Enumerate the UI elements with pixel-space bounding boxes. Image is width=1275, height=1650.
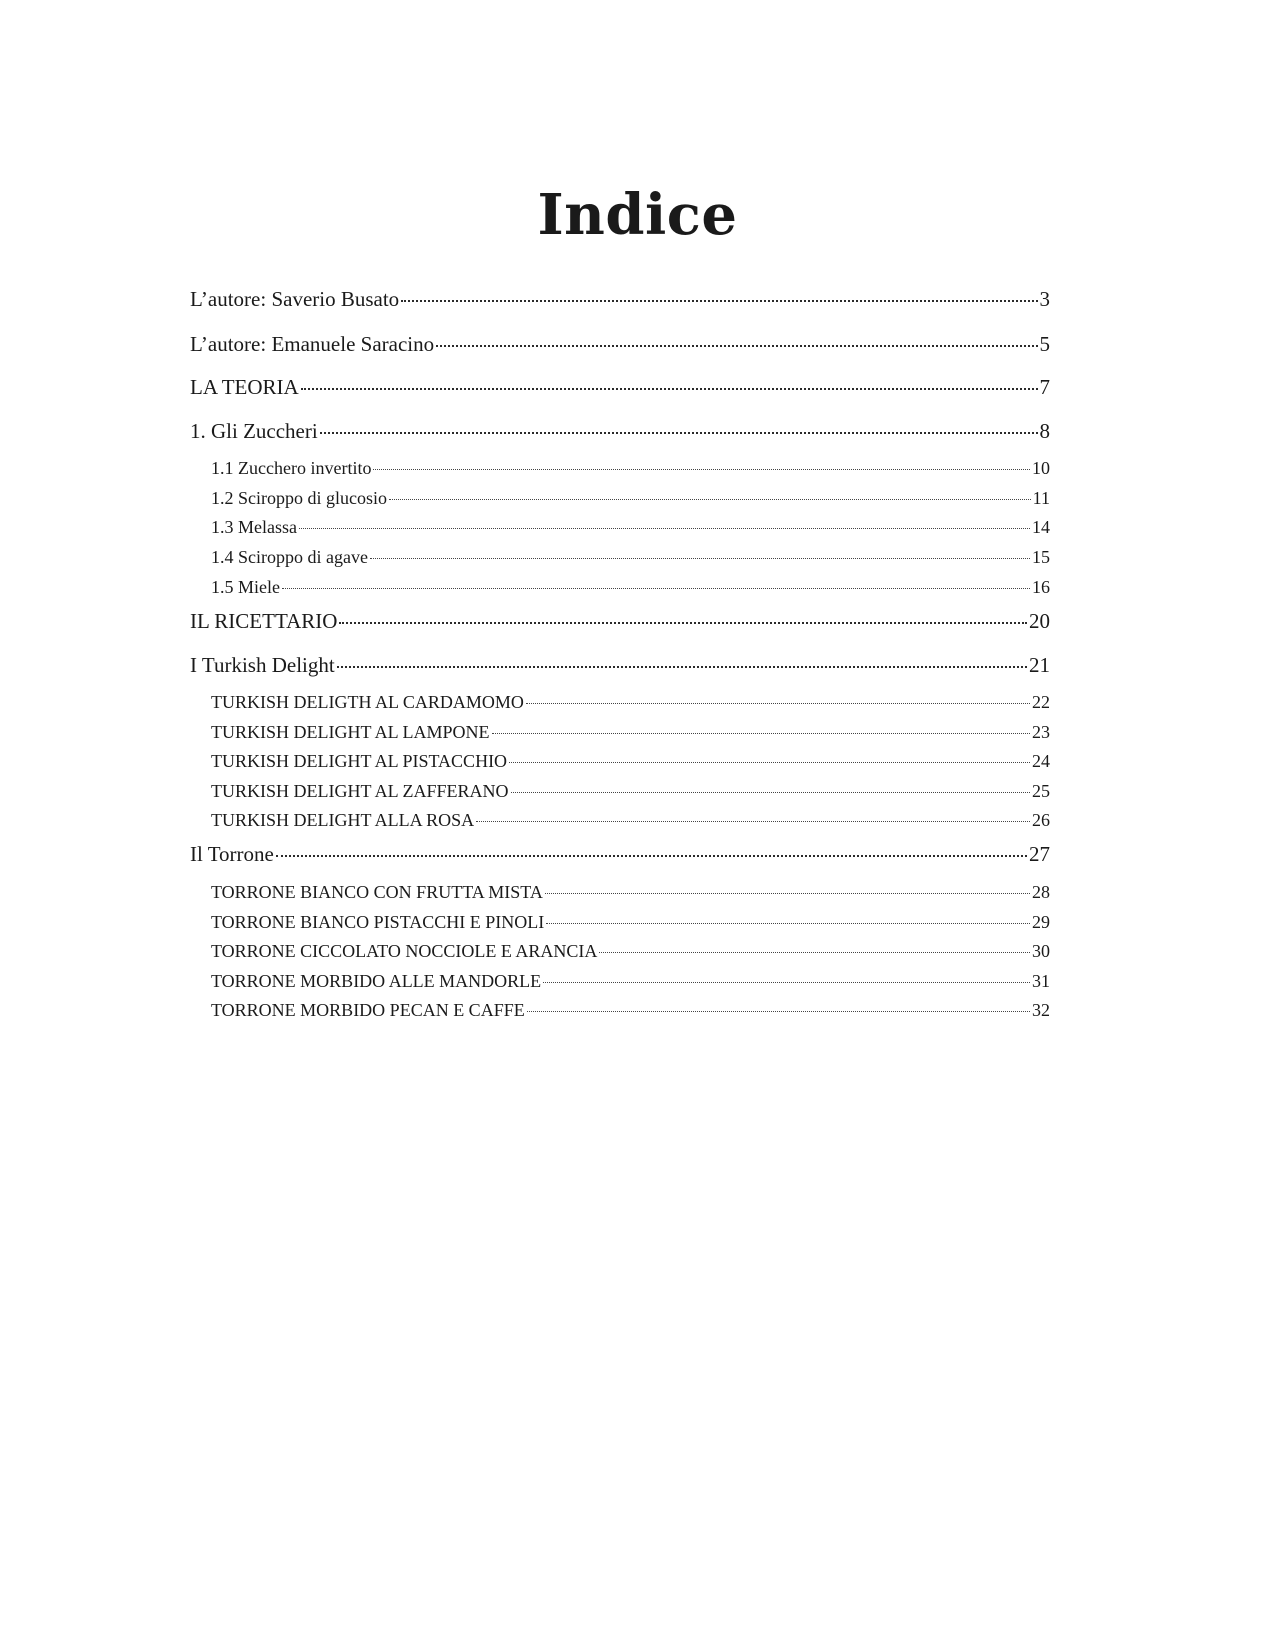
toc-entry-label: TURKISH DELIGTH AL CARDAMOMO (211, 692, 524, 712)
toc-entry[interactable] (190, 287, 1050, 312)
dot-leader (299, 528, 1030, 529)
toc-entry-label: TURKISH DELIGHT AL ZAFFERANO (211, 781, 509, 801)
toc-subentry[interactable] (211, 547, 1050, 568)
toc-entry-label: I Turkish Delight (190, 653, 335, 677)
toc-entry-page: 14 (1032, 517, 1050, 537)
toc-entry-label: 1. Gli Zuccheri (190, 419, 318, 443)
toc-entry-label: L’autore: Emanuele Saracino (190, 332, 435, 356)
dot-leader (276, 855, 1027, 857)
toc-entry-page: 11 (1032, 488, 1050, 508)
dot-leader (339, 622, 1027, 624)
toc-subentry[interactable] (211, 517, 1050, 538)
dot-leader (320, 432, 1038, 434)
toc-entry[interactable] (190, 842, 1050, 867)
toc-entry-page: 15 (1032, 547, 1050, 567)
toc-subentry[interactable] (211, 941, 1050, 962)
toc-entry-page: 22 (1032, 692, 1050, 712)
dot-leader (389, 499, 1031, 500)
toc-entry-page: 23 (1032, 722, 1050, 742)
toc-entry-label: TORRONE MORBIDO ALLE MANDORLE (211, 971, 542, 991)
toc-subentry[interactable] (211, 722, 1050, 743)
toc-entry-label: IL RICETTARIO (190, 609, 338, 633)
dot-leader (546, 923, 1030, 924)
toc-entry-label: TORRONE BIANCO CON FRUTTA MISTA (211, 882, 543, 902)
toc-subentry[interactable] (211, 458, 1050, 479)
toc-entry-label: 1.3 Melassa (211, 517, 297, 537)
toc-entry-label: TURKISH DELIGHT AL PISTACCHIO (211, 751, 508, 771)
toc-entry-label: TORRONE CICCOLATO NOCCIOLE E ARANCIA (211, 941, 598, 961)
toc-entry-page: 20 (1029, 609, 1050, 633)
toc-entry-label: TURKISH DELIGHT AL LAMPONE (211, 722, 490, 742)
dot-leader (526, 703, 1030, 704)
toc-subentry[interactable] (211, 1000, 1050, 1021)
dot-leader (509, 762, 1030, 763)
dot-leader (337, 666, 1027, 668)
toc-entry[interactable] (190, 375, 1050, 400)
toc-entry-page: 32 (1032, 1000, 1050, 1020)
toc-subentry[interactable] (211, 882, 1050, 903)
toc-subentry[interactable] (211, 810, 1050, 831)
toc-entry-page: 28 (1032, 882, 1050, 902)
dot-leader (527, 1011, 1030, 1012)
dot-leader (476, 821, 1030, 822)
toc-entry-label: Il Torrone (190, 842, 274, 866)
toc-entry-label: 1.4 Sciroppo di agave (211, 547, 368, 567)
dot-leader (401, 300, 1037, 302)
dot-leader (282, 588, 1030, 589)
page-title: Indice (537, 182, 738, 248)
dot-leader (599, 952, 1030, 953)
toc-entry-page: 8 (1039, 419, 1050, 443)
toc-entry-page: 26 (1032, 810, 1050, 830)
dot-leader (543, 982, 1030, 983)
toc-entry-page: 24 (1032, 751, 1050, 771)
toc-entry-page: 30 (1032, 941, 1050, 961)
toc-entry-label: TURKISH DELIGHT ALLA ROSA (211, 810, 475, 830)
toc-entry[interactable] (190, 332, 1050, 357)
toc-entry-page: 3 (1039, 287, 1050, 311)
toc-entry-page: 5 (1039, 332, 1050, 356)
dot-leader (492, 733, 1031, 734)
toc-entry-label: TORRONE MORBIDO PECAN E CAFFE (211, 1000, 525, 1020)
toc-entry-page: 21 (1029, 653, 1050, 677)
toc-entry[interactable] (190, 609, 1050, 634)
dot-leader (370, 558, 1030, 559)
dot-leader (436, 345, 1037, 347)
toc-entry-page: 16 (1032, 577, 1050, 597)
toc-entry-page: 29 (1032, 912, 1050, 932)
toc-entry[interactable] (190, 419, 1050, 444)
toc-entry-page: 27 (1029, 842, 1050, 866)
toc-entry-label: 1.5 Miele (211, 577, 280, 597)
toc-subentry[interactable] (211, 751, 1050, 772)
dot-leader (545, 893, 1030, 894)
toc-entry-page: 10 (1032, 458, 1050, 478)
toc-entry-label: TORRONE BIANCO PISTACCHI E PINOLI (211, 912, 545, 932)
dot-leader (511, 792, 1030, 793)
dot-leader (301, 388, 1038, 390)
dot-leader (373, 469, 1030, 470)
toc-subentry[interactable] (211, 488, 1050, 509)
toc-entry-label: 1.1 Zucchero invertito (211, 458, 372, 478)
toc-entry-label: L’autore: Saverio Busato (190, 287, 400, 311)
toc-subentry[interactable] (211, 577, 1050, 598)
toc-subentry[interactable] (211, 781, 1050, 802)
toc-subentry[interactable] (211, 912, 1050, 933)
toc-subentry[interactable] (211, 692, 1050, 713)
toc-entry-page: 7 (1039, 375, 1050, 399)
toc-entry-page: 25 (1032, 781, 1050, 801)
toc-entry-label: 1.2 Sciroppo di glucosio (211, 488, 387, 508)
toc-entry-page: 31 (1032, 971, 1050, 991)
toc-entry-label: LA TEORIA (190, 375, 299, 399)
toc-entry[interactable] (190, 653, 1050, 678)
toc-subentry[interactable] (211, 971, 1050, 992)
